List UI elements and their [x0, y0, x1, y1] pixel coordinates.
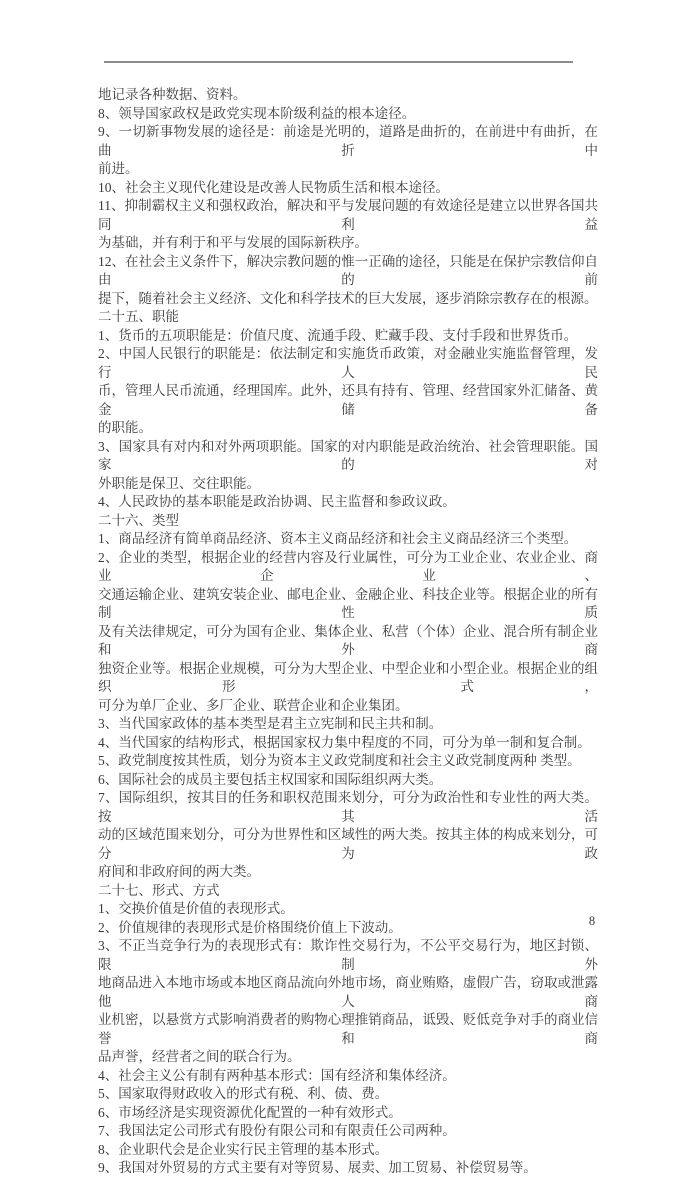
text-line: 6、国际社会的成员主要包括主权国家和国际组织两大类。: [98, 771, 443, 787]
text-line: 1、商品经济有简单商品经济、资本主义商品经济和社会主义商品经济三个类型。: [98, 531, 578, 546]
text-line: 9、我国对外贸易的方式主要有对等贸易、展卖、加工贸易、补偿贸易等。: [98, 1160, 537, 1175]
text-line: 为基础，并有利于和平与发展的国际新秩序。: [98, 235, 368, 250]
text-line: 地商品进入本地市场或本地区商品流向外地市场，商业贿赂，虚假广告，窃取或泄露他人商: [98, 975, 598, 1009]
text-line: 11、抑制霸权主义和强权政治，解决和平与发展问题的有效途径是建立以世界各国共同利益: [98, 198, 598, 232]
text-line: 3、当代国家政体的基本类型是君主立宪制和民主共和制。: [98, 716, 443, 731]
text-line: 币，管理人民币流通，经理国库。此外，还具有持有、管理、经营国家外汇储备、黄金储备: [98, 383, 598, 417]
text-line: 12、在社会主义条件下，解决宗教问题的惟一正确的途径，只能是在保护宗教信仰自由的前: [98, 253, 598, 287]
text-line: 交通运输企业、建筑安装企业、邮电企业、金融企业、科技企业等。根据企业的所有制性质: [98, 586, 598, 620]
text-line: 可分为单厂企业、多厂企业、联营企业和企业集团。: [98, 697, 409, 713]
text-line: 5、政党制度按其性质，划分为资本主义政党制度和社会主义政党制度两种 类型。: [98, 753, 581, 768]
text-line: 1、货币的五项职能是：价值尺度、流通手段、贮藏手段、支付手段和世界货币。: [98, 327, 578, 343]
text-line: 2、中国人民银行的职能是：依法制定和实施货币政策，对金融业实施监督管理，发行人民: [98, 346, 598, 380]
text-line: 2、价值规律的表现形式是价格围绕价值上下波动。: [98, 919, 402, 935]
text-line: 7、我国法定公司形式有股份有限公司和有限责任公司两种。: [98, 1123, 456, 1138]
text-line: 4、人民政协的基本职能是政治协调、民主监督和参政议政。: [98, 494, 456, 509]
section-heading: 二十五、职能: [98, 309, 179, 324]
text-line: 3、国家具有对内和对外两项职能。国家的对内职能是政治统治、社会管理职能。国家的对: [98, 438, 598, 472]
text-line: 提下，随着社会主义经济、文化和科学技术的巨大发展，逐步消除宗教存在的根源。: [98, 290, 598, 306]
text-line: 8、领导国家政权是政党实现本阶级利益的根本途径。: [98, 105, 416, 121]
text-line: 4、社会主义公有制有两种基本形式：国有经济和集体经济。: [98, 1067, 456, 1083]
text-line: 府间和非政府间的两大类。: [98, 864, 260, 879]
text-line: 10、社会主义现代化建设是改善人民物质生活和根本途径。: [98, 179, 449, 195]
text-line: 8、企业职代会是企业实行民主管理的基本形式。: [98, 1141, 389, 1157]
document-body: [98, 86, 598, 1178]
text-line: 7、国际组织，按其目的任务和职权范围来划分，可分为政治性和专业性的两大类。按其活: [98, 790, 598, 824]
page-number: 8: [588, 914, 596, 928]
text-line: 动的区域范围来划分，可分为世界性和区域性的两大类。按其主体的构成来划分，可分为政: [98, 827, 598, 861]
text-line: 4、当代国家的结构形式，根据国家权力集中程度的不同，可分为单一制和复合制。: [98, 734, 591, 750]
text-line: 及有关法律规定，可分为国有企业、集体企业、私营（个体）企业、混合所有制企业和外商: [98, 623, 598, 657]
text-line: 的职能。: [98, 420, 152, 435]
text-line: 地记录各种数据、资料。: [98, 87, 247, 102]
text-line: 1、交换价值是价值的表现形式。: [98, 901, 294, 916]
text-line: 业机密，以悬赏方式影响消费者的购物心理推销商品，诋毁、贬低竞争对手的商业信誉和商: [98, 1012, 598, 1046]
text-line: 2、企业的类型，根据企业的经营内容及行业属性，可分为工业企业、农业企业、商业企业、: [98, 549, 598, 583]
text-line: 3、不正当竞争行为的表现形式有：欺诈性交易行为，不公平交易行为，地区封锁、限制外: [98, 938, 598, 972]
text-line: 外职能是保卫、交往职能。: [98, 475, 260, 491]
text-line: 6、市场经济是实现资源优化配置的一种有效形式。: [98, 1104, 402, 1120]
text-line: 5、国家取得财政收入的形式有税、利、债、费。: [98, 1086, 389, 1101]
section-heading: 二十七、形式、方式: [98, 882, 220, 898]
header-rule: [104, 61, 573, 63]
text-line: 前进。: [98, 161, 139, 176]
text-line: 9、一切新事物发展的途径是：前途是光明的，道路是曲折的，在前进中有曲折，在曲折中: [98, 124, 598, 158]
text-line: 品声誉，经营者之间的联合行为。: [98, 1049, 301, 1064]
text-line: 独资企业等。根据企业规模，可分为大型企业、中型企业和小型企业。根据企业的组织形 式，: [98, 660, 598, 694]
section-heading: 二十六、类型: [98, 512, 179, 528]
